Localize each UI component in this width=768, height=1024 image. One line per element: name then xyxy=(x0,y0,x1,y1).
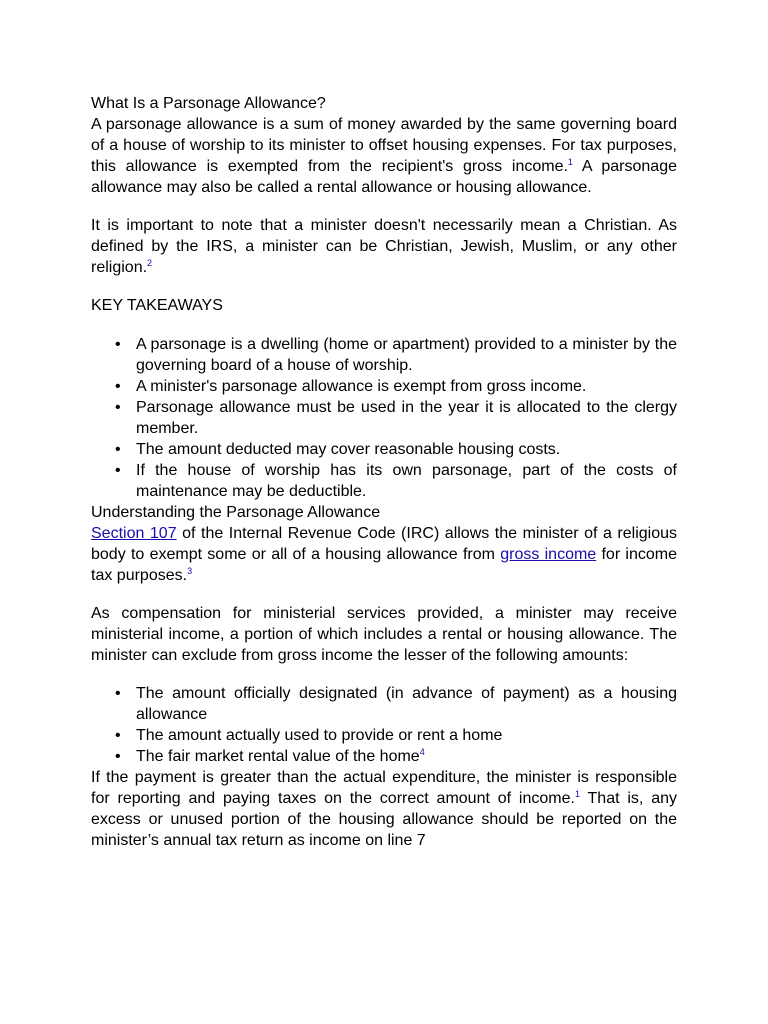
understanding-text-b: for income tax purposes. xyxy=(91,546,677,584)
minister-note-text: It is important to note that a minister doesn't necessarily mean a Christian. As defined by the IRS, a minister can be Christian, Jewish, Muslim, or any other religion. xyxy=(91,217,677,276)
amounts-list xyxy=(91,683,677,767)
article-page xyxy=(91,93,677,851)
footnote-3-ref[interactable]: 3 xyxy=(187,566,193,576)
key-takeaway-text: If the house of worship has its own parsonage, part of the costs of maintenance may be deductible. xyxy=(136,462,677,500)
bullet-icon: • xyxy=(115,378,121,395)
bullet-icon: • xyxy=(115,462,121,479)
list-item xyxy=(91,460,677,502)
understanding-heading: Understanding the Parsonage Allowance xyxy=(91,504,381,521)
gross-income-link[interactable]: gross income xyxy=(500,546,597,563)
list-item xyxy=(91,397,677,439)
bullet-icon: • xyxy=(115,727,121,744)
amount-text: The fair market rental value of the home xyxy=(136,748,420,765)
amount-text: The amount officially designated (in advance of payment) as a housing allowance xyxy=(136,685,677,723)
key-takeaway-text: A minister's parsonage allowance is exempt from gross income. xyxy=(136,378,587,395)
list-item xyxy=(91,439,677,460)
excess-paragraph xyxy=(91,767,677,851)
article-title: What Is a Parsonage Allowance? xyxy=(91,95,326,112)
section-107-link[interactable]: Section 107 xyxy=(91,525,177,542)
bullet-icon: • xyxy=(115,441,121,458)
key-takeaway-text: The amount deducted may cover reasonable housing costs. xyxy=(136,441,561,458)
list-item xyxy=(91,746,677,767)
key-takeaway-text: A parsonage is a dwelling (home or apartment) provided to a minister by the governing board of a house of worship. xyxy=(136,336,677,374)
footnote-4-ref[interactable]: 4 xyxy=(419,747,425,757)
footnote-1-ref[interactable]: 1 xyxy=(567,157,573,167)
key-takeaway-text: Parsonage allowance must be used in the year it is allocated to the clergy member. xyxy=(136,399,677,437)
understanding-text-a: of the Internal Revenue Code (IRC) allows the minister of a religious body to exempt some or all of a housing allowance from xyxy=(91,525,678,563)
footnote-1-ref-repeat[interactable]: 1 xyxy=(574,789,580,799)
footnote-2-ref[interactable]: 2 xyxy=(147,258,153,268)
intro-text-b: A parsonage allowance may also be called a rental allowance or housing allowance. xyxy=(91,158,677,196)
key-takeaways-list xyxy=(91,334,677,502)
amount-text: The amount actually used to provide or rent a home xyxy=(136,727,503,744)
excess-text-a: If the payment is greater than the actual expenditure, the minister is responsible for reporting and paying taxes on the correct amount of income. xyxy=(91,769,677,807)
bullet-icon: • xyxy=(115,399,121,416)
excess-text-b: That is, any excess or unused portion of the housing allowance should be reported on the minister’s annual tax return as income on line 7 xyxy=(91,790,678,849)
list-item xyxy=(91,334,677,376)
list-item xyxy=(91,376,677,397)
bullet-icon: • xyxy=(115,748,121,765)
list-item xyxy=(91,683,677,725)
compensation-paragraph: As compensation for ministerial services provided, a minister may receive ministerial income, a portion of which includes a rental or housing allowance. The minister can exclude from gross income the lesser of the following amounts: xyxy=(91,605,677,664)
minister-note-paragraph xyxy=(91,215,677,278)
key-takeaways-heading: KEY TAKEAWAYS xyxy=(91,297,223,314)
intro-paragraph xyxy=(91,114,677,198)
list-item xyxy=(91,725,677,746)
bullet-icon: • xyxy=(115,336,121,353)
intro-text-a: A parsonage allowance is a sum of money awarded by the same governing board of a house of worship to its minister to offset housing expenses. For tax purposes, this allowance is exempted from the recipient's gross income. xyxy=(91,116,677,175)
understanding-paragraph xyxy=(91,523,677,586)
bullet-icon: • xyxy=(115,685,121,702)
